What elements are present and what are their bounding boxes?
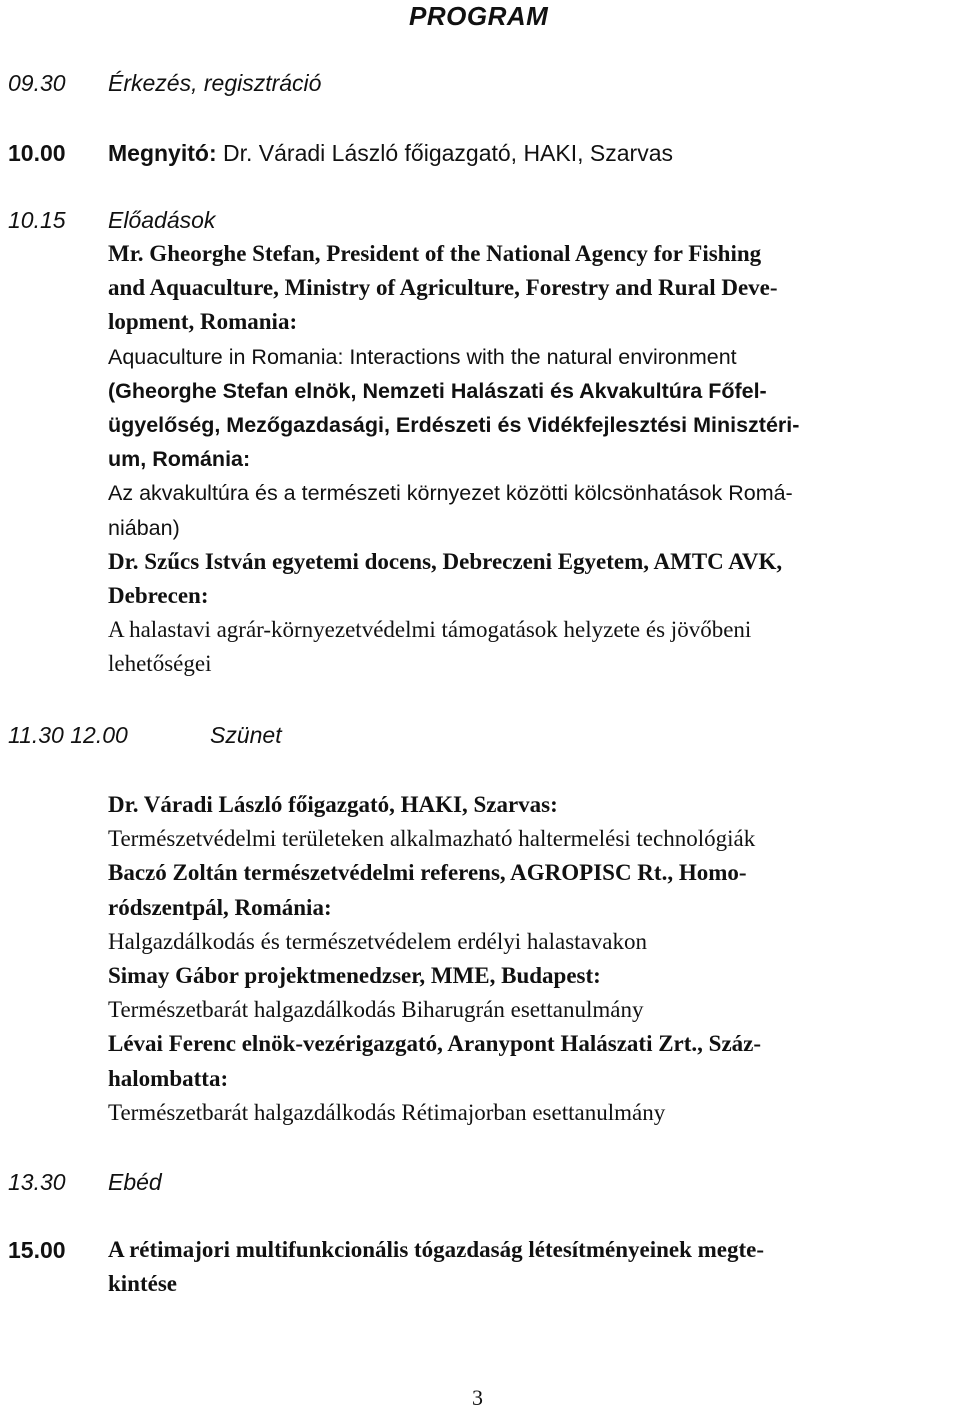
lecture-line: Természetbarát halgazdálkodás Biharugrán esettanulmány xyxy=(108,997,644,1023)
lecture-line: Simay Gábor projektmenedzser, MME, Budapest: xyxy=(108,963,601,989)
lecture-line: lehetőségei xyxy=(108,651,212,677)
lectures-block-1 xyxy=(108,237,958,682)
schedule-time: 15.00 xyxy=(8,1237,66,1263)
lecture-line: Debrecen: xyxy=(108,583,209,609)
lecture-line: Természetvédelmi területeken alkalmazható haltermelési technológiák xyxy=(108,826,756,852)
lecture-line: Természetbarát halgazdálkodás Rétimajorban esettanulmány xyxy=(108,1099,666,1125)
lecture-line: ügyelőség, Mezőgazdasági, Erdészeti és Vidékfejlesztési Minisztéri- xyxy=(108,413,800,438)
lecture-line: Lévai Ferenc elnök-vezérigazgató, Aranypont Halászati Zrt., Száz- xyxy=(108,1031,762,1057)
lecture-line: Aquaculture in Romania: Interactions with the natural environment xyxy=(108,344,737,369)
schedule-label: Szünet xyxy=(210,722,282,748)
schedule-time: 10.15 xyxy=(8,207,66,233)
visit-line: kintése xyxy=(108,1271,177,1297)
lecture-line: um, Románia: xyxy=(108,447,251,472)
lecture-line: A halastavi agrár-környezetvédelmi támogatások helyzete és jövőbeni xyxy=(108,617,752,643)
lecture-line: Dr. Váradi László főigazgató, HAKI, Szarvas: xyxy=(108,792,558,817)
page-title: PROGRAM xyxy=(409,1,549,31)
lecture-line: Az akvakultúra és a természeti környezet közötti kölcsönhatások Romá- xyxy=(108,481,793,506)
lectures-block-2 xyxy=(108,788,958,1130)
lecture-line: niában) xyxy=(108,515,180,540)
lecture-line: Baczó Zoltán természetvédelmi referens, AGROPISC Rt., Homo- xyxy=(108,860,747,886)
lecture-line: Halgazdálkodás és természetvédelem erdélyi halastavakon xyxy=(108,928,647,954)
visit-block xyxy=(108,1233,958,1301)
schedule-row-break xyxy=(8,718,948,752)
lecture-line: Mr. Gheorghe Stefan, President of the National Agency for Fishing xyxy=(108,241,762,266)
schedule-label: Előadások xyxy=(108,207,216,233)
schedule-time: 13.30 xyxy=(8,1169,66,1195)
lecture-line: Dr. Szűcs István egyetemi docens, Debreczeni Egyetem, AMTC AVK, xyxy=(108,548,783,574)
schedule-time: 09.30 xyxy=(8,70,66,96)
lecture-line: halombatta: xyxy=(108,1065,229,1091)
opening-prefix: Megnyitó: xyxy=(108,140,217,166)
schedule-time: 10.00 xyxy=(8,140,66,166)
lecture-line: lopment, Romania: xyxy=(108,309,298,335)
schedule-row-lunch xyxy=(8,1165,948,1199)
schedule-row-opening xyxy=(8,136,948,170)
schedule-row-arrival xyxy=(8,66,948,100)
schedule-time: 11.30 12.00 xyxy=(8,722,128,748)
lecture-line: (Gheorghe Stefan elnök, Nemzeti Halászati és Akvakultúra Főfel- xyxy=(108,378,767,403)
lecture-line: ródszentpál, Románia: xyxy=(108,894,332,920)
visit-line: A rétimajori multifunkcionális tógazdaság létesítményeinek megte- xyxy=(108,1237,765,1262)
schedule-label: Ebéd xyxy=(108,1169,162,1195)
schedule-label xyxy=(108,136,673,170)
schedule-row-lectures xyxy=(8,203,948,237)
page-number: 3 xyxy=(472,1385,483,1410)
opening-text: Dr. Váradi László főigazgató, HAKI, Szarvas xyxy=(223,140,673,166)
lecture-line: and Aquaculture, Ministry of Agriculture, Forestry and Rural Deve- xyxy=(108,275,778,301)
schedule-label: Érkezés, regisztráció xyxy=(108,70,322,96)
